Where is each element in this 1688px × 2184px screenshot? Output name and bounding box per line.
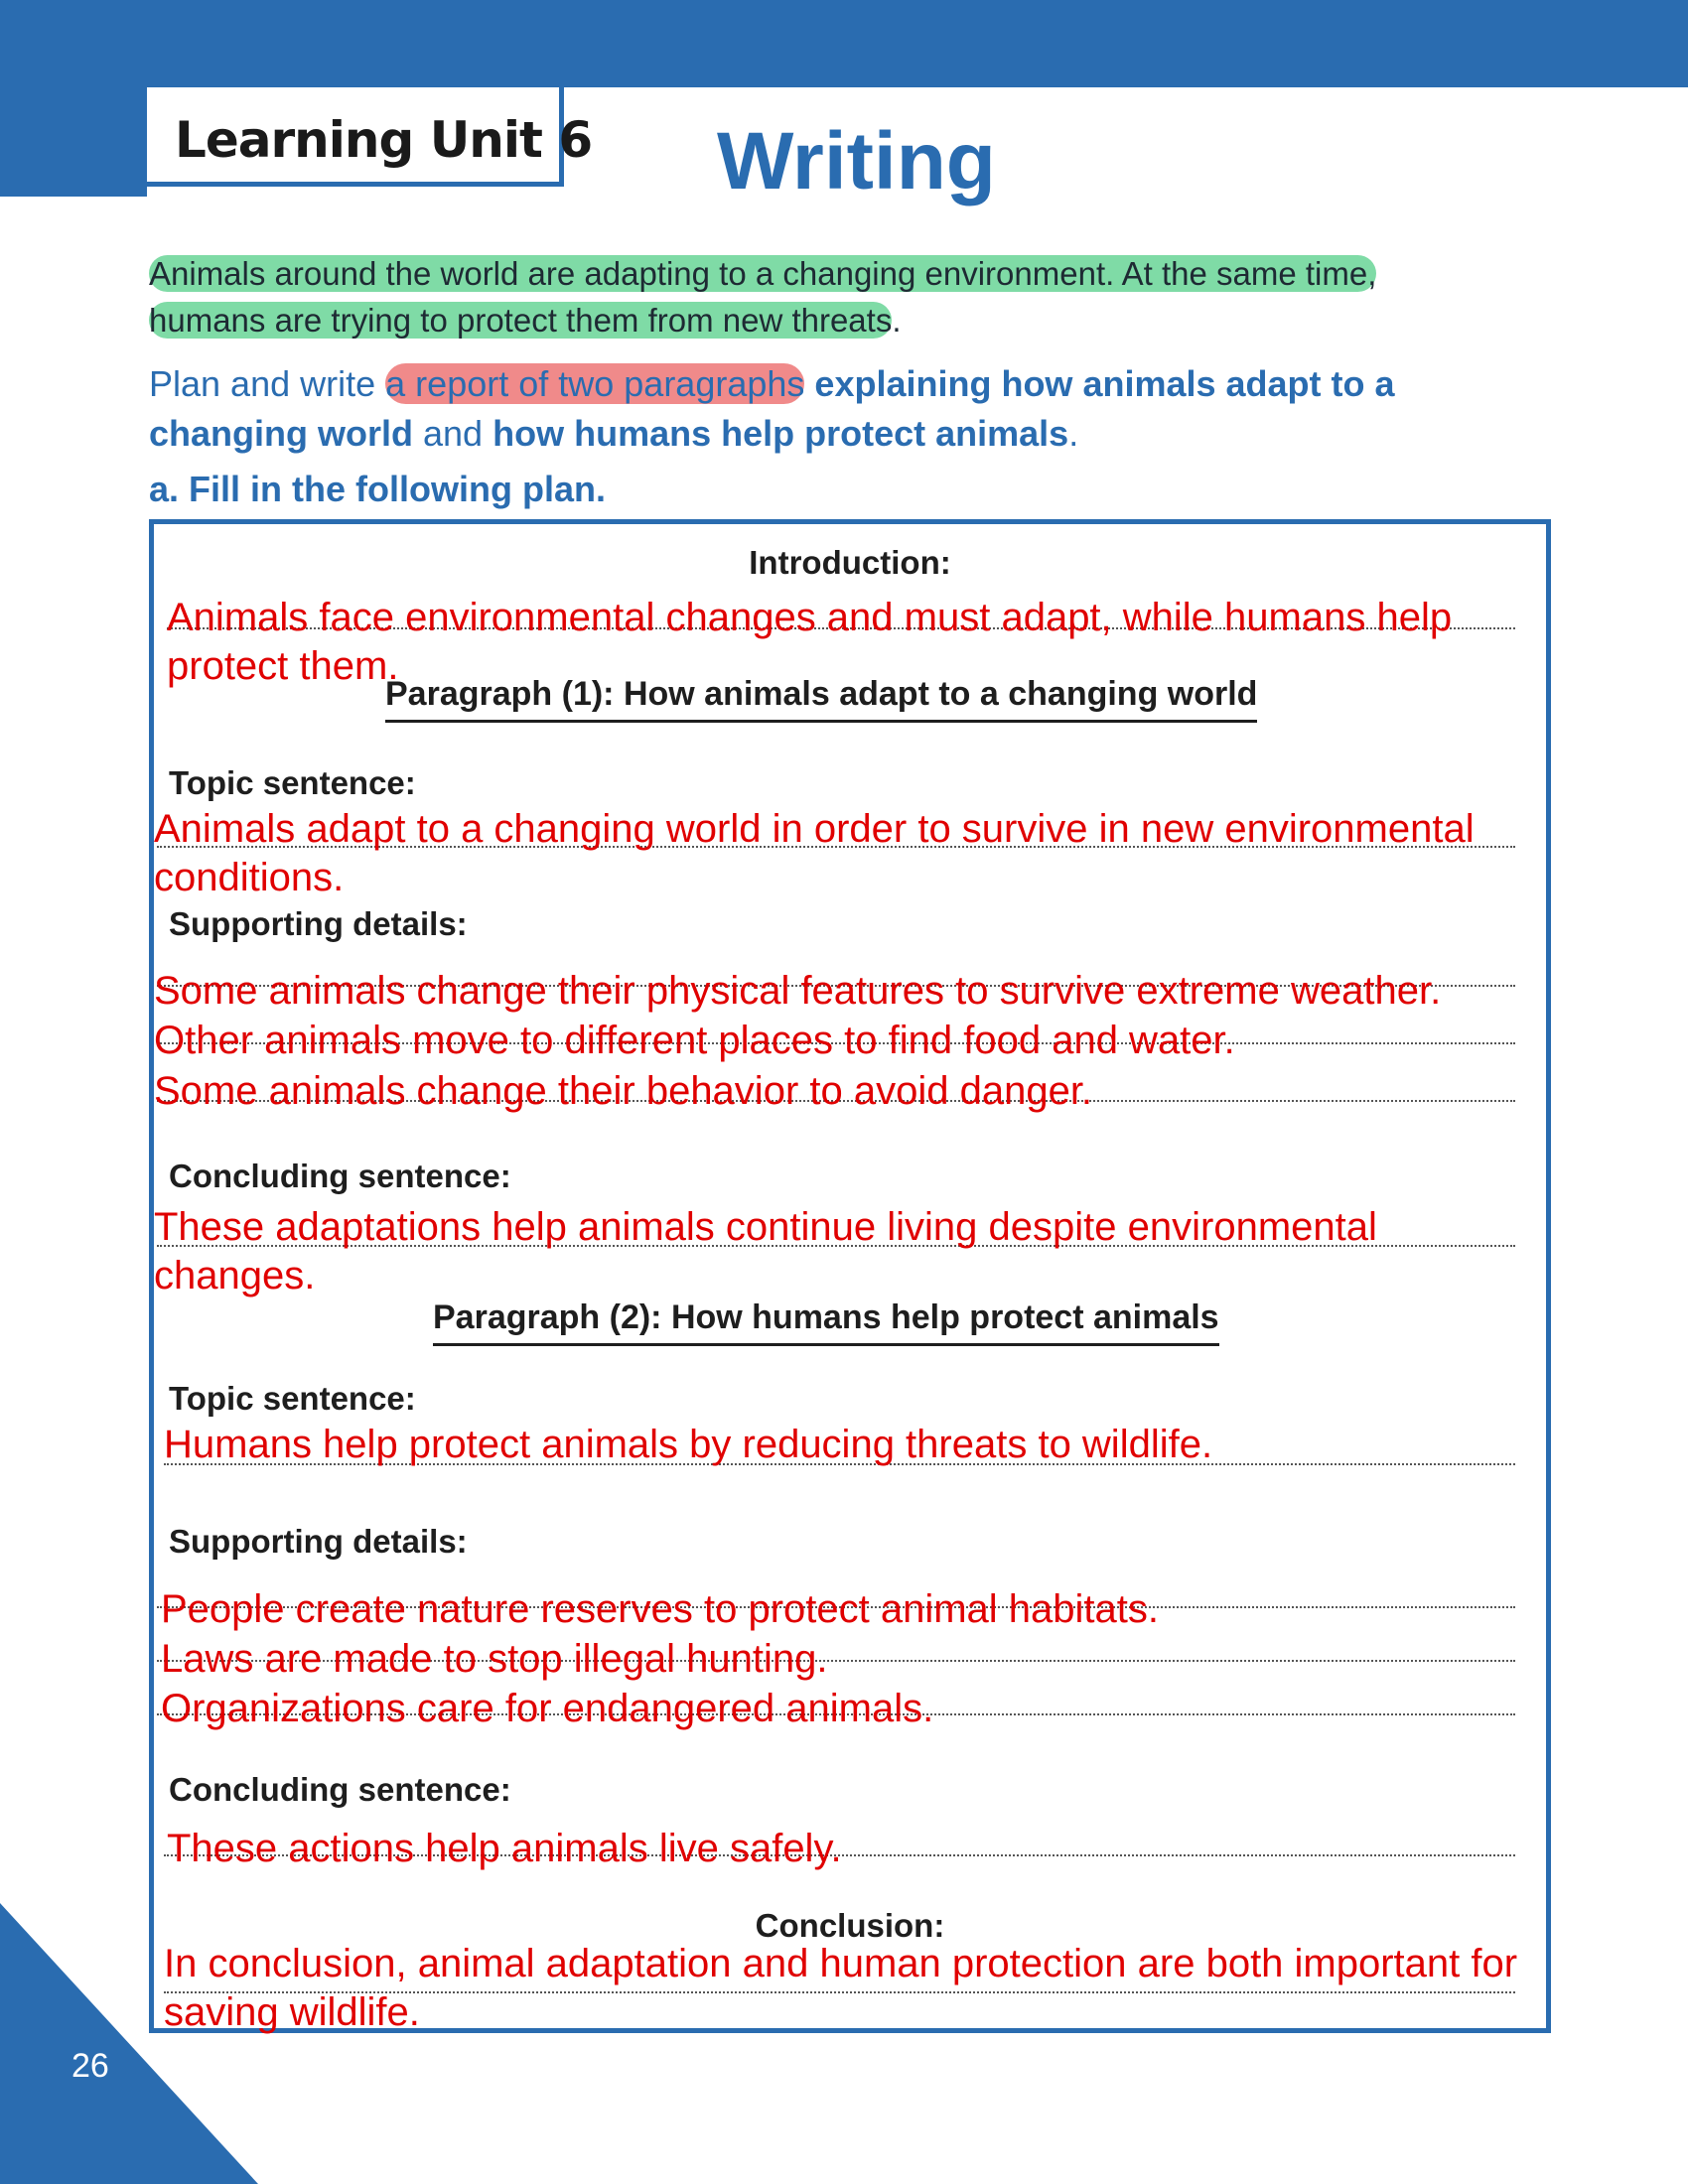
paragraph-2-detail-2[interactable]: Laws are made to stop illegal hunting. [161,1637,828,1681]
conclusion-label: Conclusion: [755,1907,945,1944]
task-paragraph [149,359,1539,459]
header-bar [0,0,1688,87]
introduction-answer[interactable]: Animals face environmental changes and must adapt, while humans help protect them. [167,596,1453,688]
task-part-4: changing world [149,413,413,454]
paragraph-1-topic-answer[interactable]: Animals adapt to a changing world in order to survive in new environmental conditions. [154,807,1475,899]
paragraph-1-concluding-answer[interactable]: These adaptations help animals continue living despite environmental changes. [154,1205,1377,1297]
task-part-7: . [1068,413,1079,454]
paragraph-2-topic-label: Topic sentence: [169,1380,416,1417]
paragraph-2-concluding-label: Concluding sentence: [169,1771,511,1808]
paragraph-2-concluding-answer[interactable]: These actions help animals live safely. [167,1827,842,1870]
paragraph-2-details-label: Supporting details: [169,1523,468,1560]
paragraph-1-heading: Paragraph (1): How animals adapt to a changing world [385,675,1257,723]
paragraph-1-detail-2[interactable]: Other animals move to different places to find food and water. [154,1019,1235,1062]
fill-instruction: a. Fill in the following plan. [149,469,606,509]
paragraph-2-heading: Paragraph (2): How humans help protect animals [433,1298,1219,1346]
conclusion-answer[interactable]: In conclusion, animal adaptation and human protection are both important for saving wildlife. [164,1942,1518,2034]
paragraph-1-topic-label: Topic sentence: [169,764,416,801]
intro-paragraph [149,250,1539,343]
intro-period: . [892,302,902,339]
page-number: 26 [71,2047,109,2085]
paragraph-1-concluding-label: Concluding sentence: [169,1158,511,1194]
page-title: Writing [717,116,996,206]
paragraph-1-details-label: Supporting details: [169,905,468,942]
introduction-label: Introduction: [749,544,951,581]
task-part-3: explaining how animals adapt to a [814,363,1395,404]
paragraph-2-detail-3[interactable]: Organizations care for endangered animals. [161,1687,934,1730]
unit-label: Learning Unit 6 [175,111,593,169]
paragraph-2-detail-1[interactable]: People create nature reserves to protect animal habitats. [161,1587,1159,1631]
paragraph-1-detail-3[interactable]: Some animals change their behavior to avoid danger. [154,1069,1093,1113]
paragraph-1-detail-1[interactable]: Some animals change their physical features to survive extreme weather. [154,969,1442,1013]
task-part-5: and [423,413,484,454]
header-side-block [0,87,147,197]
paragraph-2-topic-answer[interactable]: Humans help protect animals by reducing threats to wildlife. [164,1423,1213,1466]
intro-sentence-1: Animals around the world are adapting to a changing environment. At the same time, [149,255,1377,292]
task-part-6: how humans help protect animals [492,413,1069,454]
intro-sentence-2: humans are trying to protect them from new threats [149,302,893,339]
corner-triangle [0,1903,258,2184]
task-highlight: a report of two paragraphs [385,363,805,404]
task-part-1: Plan and write [149,363,376,404]
